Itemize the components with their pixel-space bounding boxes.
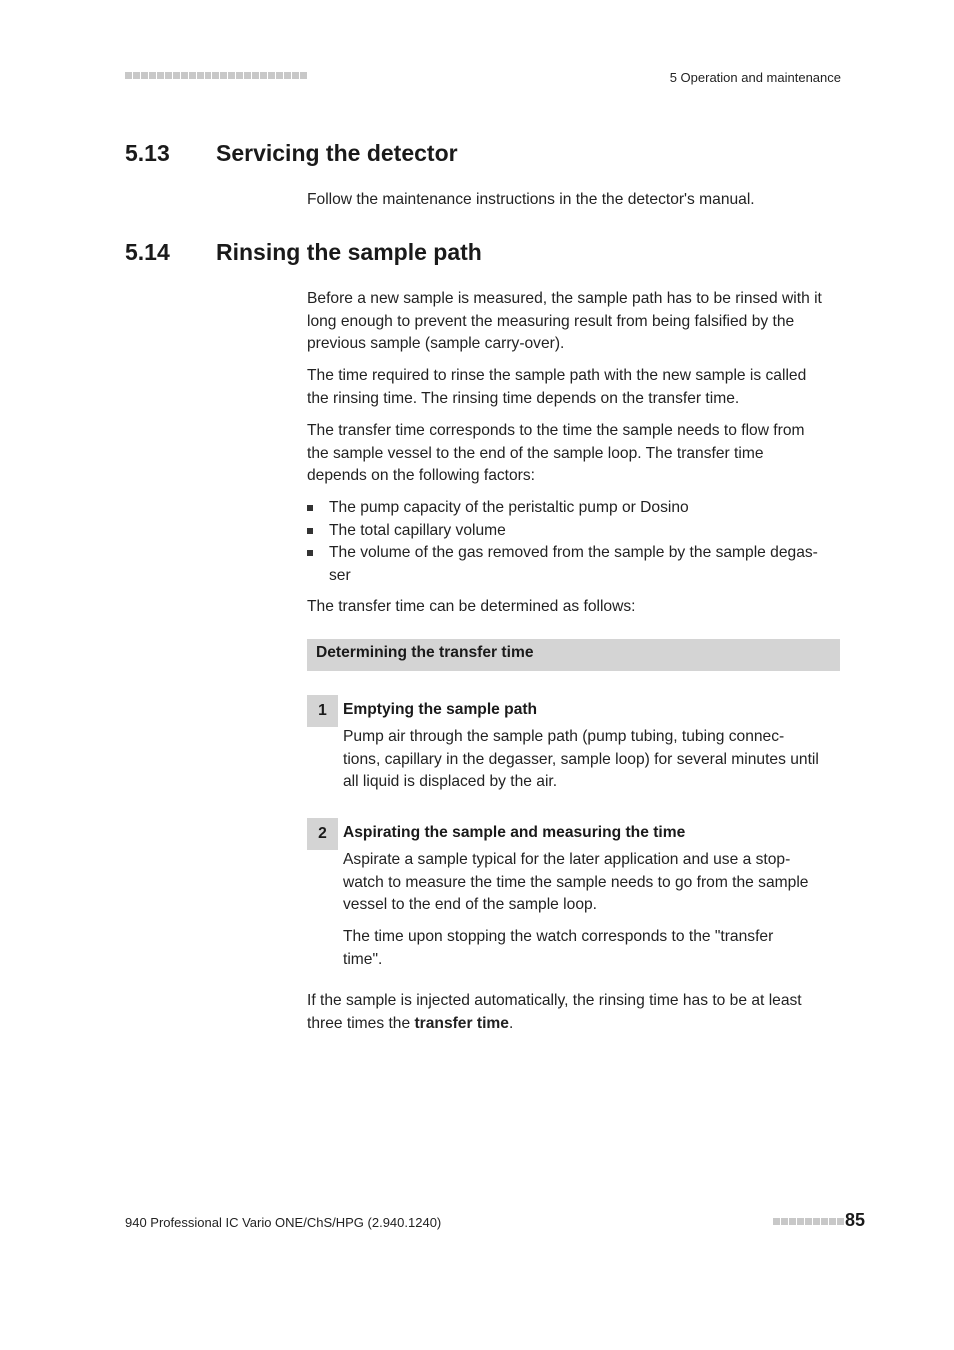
paragraph-3-line-3: depends on the following factors: — [307, 467, 535, 485]
bullet-icon — [307, 505, 313, 511]
step-2-body — [343, 849, 843, 917]
footer-product: 940 Professional IC Vario ONE/ChS/HPG (2.940.1240) — [125, 1215, 442, 1230]
step-number-1: 1 — [307, 695, 338, 727]
section-title-5-13: Servicing the detector — [216, 140, 458, 166]
step-2-line-2: watch to measure the time the sample needs to go from the sample — [343, 873, 809, 891]
paragraph-3-line-1: The transfer time corresponds to the time the sample needs to flow from — [307, 422, 805, 439]
list-item — [307, 542, 847, 587]
paragraph-1 — [307, 288, 847, 356]
list-item-text: The pump capacity of the peristaltic pump or Dosino — [329, 499, 689, 516]
closing-paragraph — [307, 990, 847, 1035]
section-number-5-14: 5.14 — [125, 239, 170, 265]
running-header: 5 Operation and maintenance — [669, 70, 841, 85]
header-decoration — [125, 72, 307, 80]
paragraph-3 — [307, 420, 847, 488]
step-title-1: Emptying the sample path — [343, 701, 538, 718]
paragraph-1-line-1: Before a new sample is measured, the sample path has to be rinsed with it — [307, 290, 822, 307]
procedure-title: Determining the transfer time — [316, 644, 534, 661]
factor-list — [307, 497, 847, 587]
bullet-icon — [307, 550, 313, 556]
procedure-title-box — [307, 639, 840, 671]
paragraph-3-line-2: the sample vessel to the end of the sample loop. The transfer time — [307, 444, 764, 462]
step-2-line-3: vessel to the end of the sample loop. — [343, 896, 597, 914]
step-2-note — [343, 926, 843, 971]
closing-line-2-prefix: three times the — [307, 1014, 415, 1032]
list-item-text-line-2: ser — [329, 566, 351, 584]
paragraph-1-line-3: previous sample (sample carry-over). — [307, 335, 565, 353]
step-title-2: Aspirating the sample and measuring the time — [343, 824, 686, 841]
bullet-icon — [307, 528, 313, 534]
paragraph-2-line-1: The time required to rinse the sample path with the new sample is called — [307, 367, 807, 384]
list-item-text-line-1: The volume of the gas removed from the sample by the sample degas- — [329, 544, 818, 562]
list-item — [307, 520, 847, 543]
paragraph-4: The transfer time can be determined as follows: — [307, 598, 636, 615]
closing-line-1: If the sample is injected automatically, the rinsing time has to be at least — [307, 992, 802, 1009]
closing-line-2-suffix: . — [508, 1014, 514, 1032]
section-5-13-body: Follow the maintenance instructions in the the detector's manual. — [307, 191, 755, 208]
list-item — [307, 497, 847, 520]
transfer-time-emphasis: transfer time — [414, 1014, 509, 1032]
step-number-2: 2 — [307, 818, 338, 850]
paragraph-2-line-2: the rinsing time. The rinsing time depends on the transfer time. — [307, 389, 740, 407]
paragraph-1-line-2: long enough to prevent the measuring result from being falsified by the — [307, 312, 795, 330]
step-1-line-2: tions, capillary in the degasser, sample loop) for several minutes until — [343, 750, 819, 768]
list-item-text: The total capillary volume — [329, 521, 506, 539]
step-1-line-3: all liquid is displaced by the air. — [343, 773, 558, 791]
paragraph-2 — [307, 365, 847, 410]
step-2-note-line-2: time". — [343, 950, 383, 968]
step-2-note-line-1: The time upon stopping the watch corresponds to the "transfer — [343, 928, 774, 945]
step-1-body — [343, 726, 843, 794]
step-2-line-1: Aspirate a sample typical for the later application and use a stop- — [343, 851, 791, 868]
step-1-line-1: Pump air through the sample path (pump tubing, tubing connec- — [343, 728, 785, 745]
section-number-5-13: 5.13 — [125, 140, 170, 166]
footer-decoration — [773, 1218, 844, 1225]
section-title-5-14: Rinsing the sample path — [216, 239, 482, 265]
page-number: 85 — [845, 1210, 866, 1230]
